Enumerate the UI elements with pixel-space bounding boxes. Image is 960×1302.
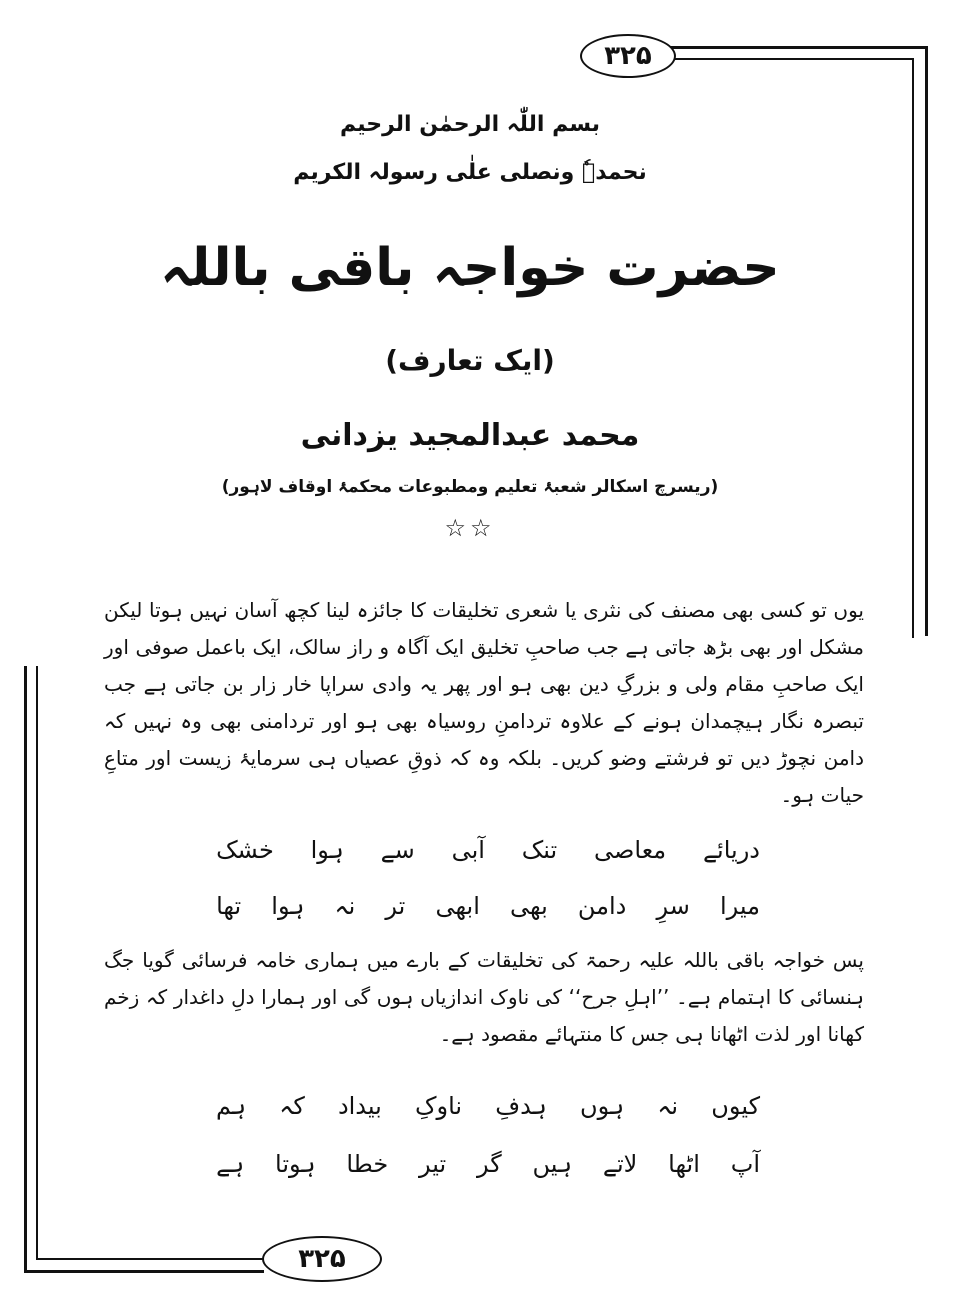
verse-word: ہیں (532, 1150, 573, 1178)
verse-word: ناوکِ (415, 1092, 463, 1120)
verse-word: ابھی (435, 892, 480, 920)
star-separator: ☆☆ (444, 514, 496, 542)
verse-word: سرِ (656, 892, 690, 920)
verse-word: تھا (216, 892, 242, 920)
verse-word: ہم (216, 1092, 247, 1120)
verse-word: تنک (521, 836, 558, 864)
verse-word: سے (380, 836, 415, 864)
paragraph-1: یوں تو کسی بھی مصنف کی نثری یا شعری تخلیقات کا جائزہ لینا کچھ آسان نہیں ہوتا لیکن مشکل اور بھی بڑھ جاتی ہے جب صاحبِ تخلیق ایک آگاہ و راز سالک، ایک باعمل صوفی اور ایک صاحبِ مقام ولی و بزرگِ دین بھی ہو اور پھر یہ وادی سراپا خار زار بن جاتی ہے جب تبصرہ نگار ہیچمدان ہونے کے علاوہ تردامنِ روسیاہ بھی ہو اور تردامنی بھی وہ نہیں کہ دامن نچوڑ دیں تو فرشتے وضو کریں۔ بلکہ وہ کہ ذوقِ عصیاں ہی سرمایۂ زیست اور متاعِ حیات ہو۔ (104, 598, 864, 807)
article-subtitle: (ایک تعارف) (385, 344, 555, 377)
frame-line (24, 1270, 264, 1273)
bismillah: بسم اللّٰہ الرحمٰن الرحیم (339, 112, 600, 137)
verse-word: کہ (279, 1092, 305, 1120)
frame-line (36, 1258, 264, 1260)
verse-word: دریائے (702, 836, 760, 864)
verse-word: ہوا (310, 836, 344, 864)
verse-word: معاصی (594, 836, 667, 864)
verse-word: میرا (719, 892, 760, 920)
verse-word: خشک (216, 836, 274, 864)
verse-word: کیوں (711, 1092, 760, 1120)
verse-word: نہ (334, 892, 356, 920)
verse-word: لاتے (602, 1150, 638, 1178)
verse-word: بیداد (337, 1092, 382, 1120)
verse-word: آبی (451, 836, 485, 864)
verse-word: گر (477, 1150, 502, 1178)
verse-word: اٹھا (668, 1150, 700, 1178)
verse-word: تر (385, 892, 406, 920)
verse-word: خطا (346, 1150, 389, 1178)
page-number-top: ۳۲۵ (580, 34, 676, 78)
verse-word: ہوا (271, 892, 305, 920)
verse-word: دامن (577, 892, 627, 920)
verse-word: آپ (730, 1150, 760, 1178)
frame-line (36, 666, 38, 1260)
verse-word: بھی (510, 892, 548, 920)
frame-line (668, 46, 928, 49)
verse-word: نہ (657, 1092, 679, 1120)
verse-couplet-1-line-2 (216, 892, 760, 920)
verse-couplet-1-line-1 (216, 836, 760, 864)
verse-word: ہدفِ (495, 1092, 547, 1120)
author-affiliation: (ریسرچ اسکالر شعبۂ تعلیم ومطبوعات محکمۂ اوقاف لاہور) (221, 477, 719, 497)
frame-line (912, 58, 914, 638)
verse-word: ہوتا (275, 1150, 316, 1178)
verse-couplet-2-line-2 (216, 1150, 760, 1178)
verse-word: ہے (216, 1150, 245, 1178)
frame-line (668, 58, 914, 60)
verse-couplet-2-line-1 (216, 1092, 760, 1120)
article-title: حضرت خواجہ باقی باللہ (160, 238, 780, 298)
page-number-bottom: ۳۲۵ (262, 1236, 382, 1282)
author-name: محمد عبدالمجید یزدانی (300, 418, 640, 453)
verse-word: ہوں (580, 1092, 625, 1120)
frame-line (925, 46, 928, 636)
frame-line (24, 666, 27, 1272)
paragraph-2: پس خواجہ باقی باللہ علیہ رحمۃ کی تخلیقات کے بارے میں ہماری خامہ فرسائی گویا جگ ہنسائی کا اہتمام ہے۔ ’’اہلِ جرح‘‘ کی ناوک اندازیاں ہوں گی اور ہمارا دلِ داغدار کہ زخم کھانا اور لذت اٹھانا ہی جس کا منتہائے مقصود ہے۔ (104, 948, 864, 1046)
verse-word: تیر (419, 1150, 447, 1178)
hamd-line: نحمدہٗ ونصلی علٰی رسولہ الکریم (293, 160, 647, 185)
